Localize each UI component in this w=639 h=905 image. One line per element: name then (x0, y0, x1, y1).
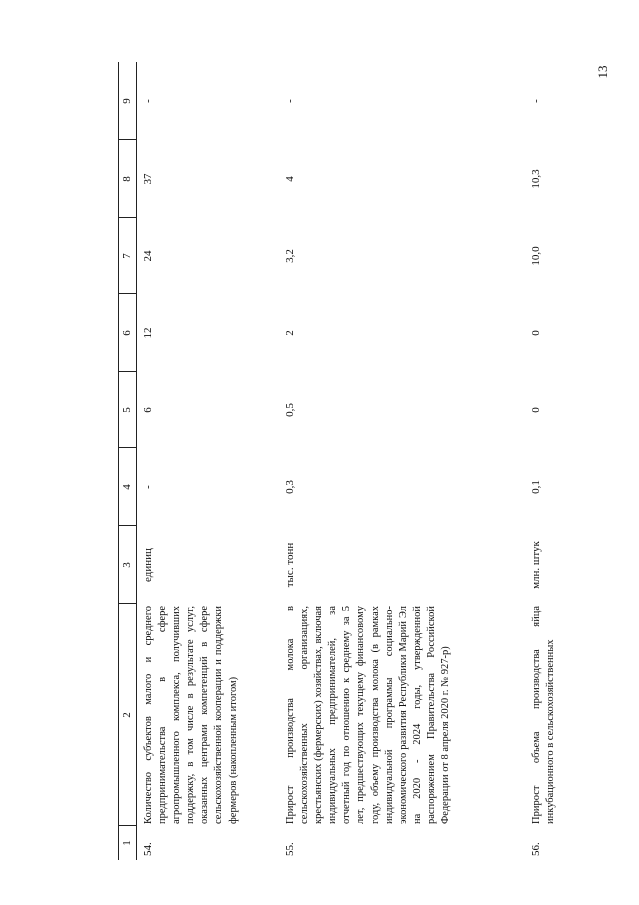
header-col-7: 7 (121, 253, 133, 259)
row-number: 56. (530, 842, 542, 856)
row-value-col6: 12 (142, 327, 154, 339)
row-number: 55. (284, 842, 296, 856)
row-description: Прирост объема производства яйца инкубационного в сельскохозяйственных (531, 606, 557, 824)
row-value-col5: 0 (530, 407, 542, 413)
row-description: Количество субъектов малого и среднего предпринимательства в сфере агропромышленного комплекса, получивших поддержку, в том числе в результате услуг, оказанных центрами компетенций в сфере сельскохозяйственной кооперации и поддержки фермеров (накопленным итогом) (143, 606, 239, 824)
row-value-col8: 10,3 (530, 169, 542, 189)
row-value-col5: 6 (142, 407, 154, 413)
row-value-col7: 3,2 (284, 249, 296, 263)
page-number: 13 (595, 65, 610, 79)
header-col-5: 5 (121, 407, 133, 413)
row-value-col9: - (142, 99, 154, 103)
header-col-8: 8 (121, 176, 133, 182)
row-value-col4: 0,1 (530, 480, 542, 494)
header-col-2: 2 (121, 712, 133, 718)
row-value-col9: - (530, 99, 542, 103)
row-value-col4: - (142, 485, 154, 489)
row-value-col7: 24 (142, 250, 154, 262)
header-col-1: 1 (121, 840, 133, 846)
row-value-col8: 37 (142, 173, 154, 185)
row-unit: тыс. тонн (284, 542, 296, 588)
row-value-col6: 0 (530, 330, 542, 336)
row-value-col7: 10,0 (530, 246, 542, 266)
table-header-border (136, 62, 137, 860)
row-number: 54. (142, 842, 154, 856)
header-col-6: 6 (121, 330, 133, 336)
row-value-col9: - (284, 99, 296, 103)
row-value-col5: 0,5 (284, 403, 296, 417)
header-col-9: 9 (121, 98, 133, 104)
header-col-3: 3 (121, 562, 133, 568)
row-value-col6: 2 (284, 330, 296, 336)
row-value-col4: 0,3 (284, 480, 296, 494)
row-value-col8: 4 (284, 176, 296, 182)
row-unit: млн. штук (530, 541, 542, 589)
table-stage (118, 60, 606, 860)
row-description: Прирост производства молока в сельскохозяйственных организациях, крестьянских (фермерских) хозяйствах, включая индивидуальных предпринимателей, за отчетный год по отношению к среднему за 5 лет, предшествующих текущему финансовому году, объему производства молока (в рамках индивидуальной программы социально-экономического развития Республики Марий Эл на 2020 - 2024 годы, утвержденной распоряжением Правительства Российской Федерации от 8 апреля 2020 г. № 927-р) (285, 606, 452, 824)
row-unit: единиц (142, 548, 154, 582)
header-col-4: 4 (121, 484, 133, 490)
